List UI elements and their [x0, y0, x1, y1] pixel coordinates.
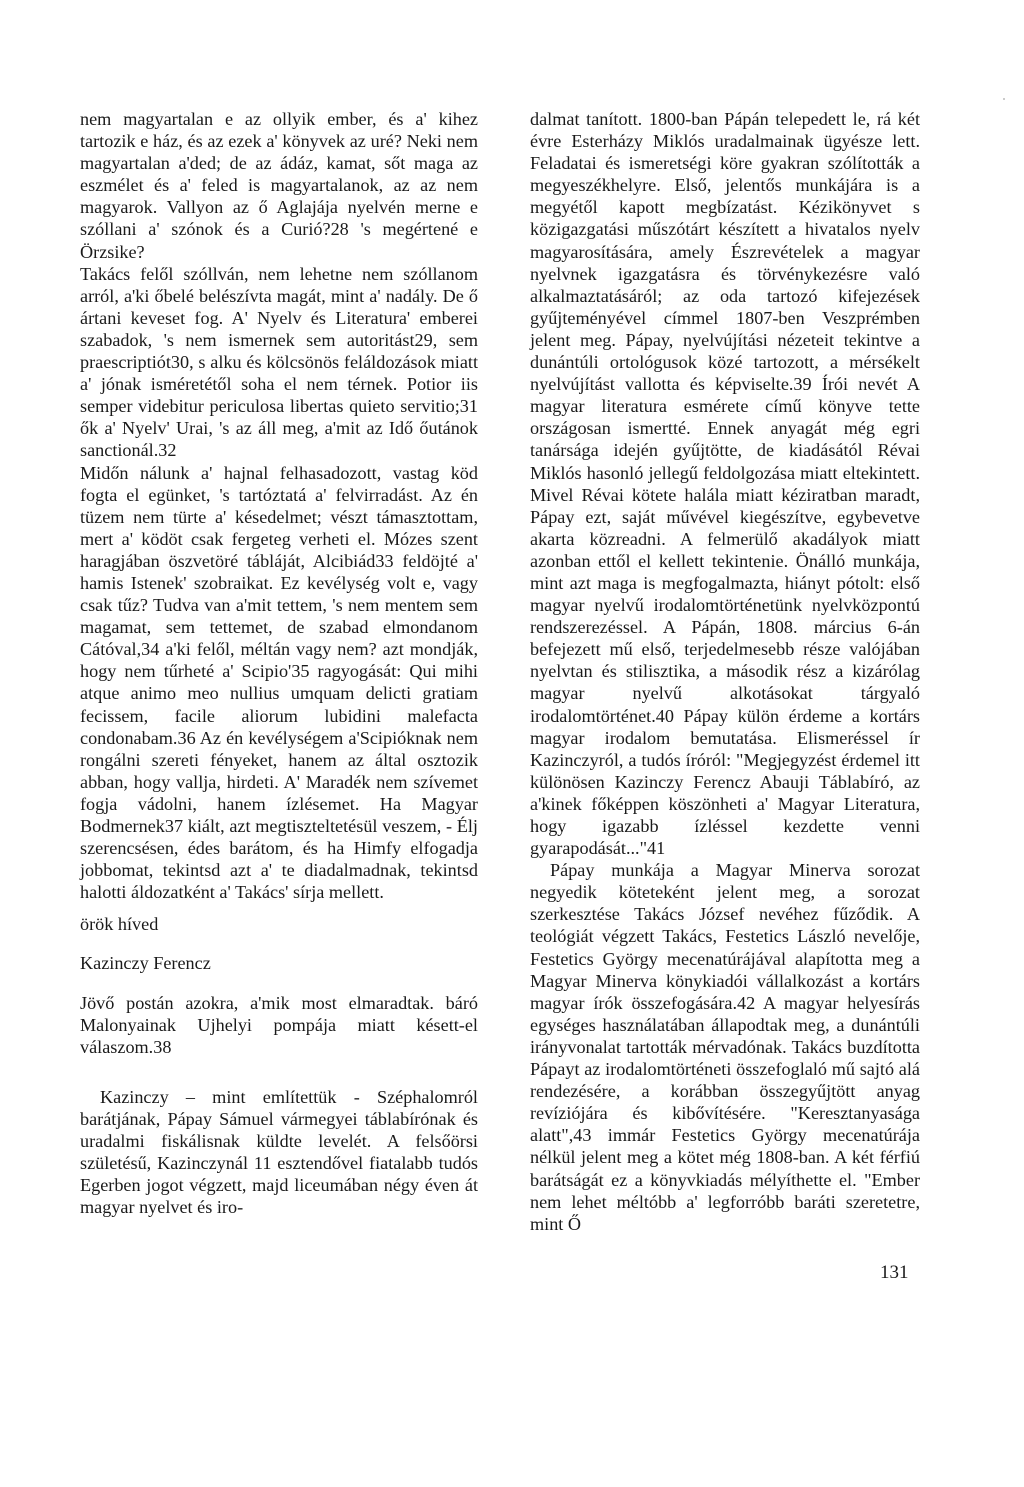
paragraph: Kazinczy – mint említettük - Széphalomról barátjának, Pápay Sámuel vármegyei táblabírónak és uradalmi fiskálisnak küldte levelét. A felsőörsi születésű, Kazinczynál 11 esztendővel fiatalabb tudós Egerben jogot végzett, majd liceumában négy éven át magyar nyelvet és iro-	[80, 1086, 478, 1218]
paragraph: dalmat tanított. 1800-ban Pápán telepedett le, rá két évre Esterházy Miklós uradalmainak ügyésze lett. Feladatai és ismeretségi köre gyakran szólították a megyeszékhelyre. Első, jelentős munkájára is a megyétől kapott megbízatást. Kézikönyvet s közigazgatási műszótárt készített a hivatalos nyelv magyarosítására, amely Észrevételek a magyar nyelvnek igazgatásra és törvénykezésre való alkalmaztatásáról; az oda tartozó kifejezések gyűjteményével címmel 1807-ben Veszprémben jelent meg. Pápay, nyelvújítási nézeteit tekintve a dunántúli ortológusok közé tartozott, a mérsékelt nyelvújítást vallotta és képviselte.39 Írói nevét A magyar literatura esmérete című könyve tette országosan ismertté. Ennek anyagát még egri tanársága idején gyűjtötte, de kiadásától Révai Miklós hasonló jellegű feldolgozása miatt eltekintett. Mivel Révai kötete halála miatt kéziratban maradt, Pápay ezt, saját művével kiegészítve, egybevetve akarta közreadni. A felmerülő akadályok miatt azonban ettől el kellett tekintenie. Önálló munkája, mint azt maga is megfogalmazta, hiányt pótolt: első magyar nyelvű irodalomtörténetünk nyelvközpontú rendszerezéssel. A Pápán, 1808. március 6-án befejezett mű első, terjedelmesebb része valójában nyelvtan és stilisztika, a második rész a kizárólag magyar nyelvű alkotásokat tárgyaló irodalomtörténet.40 Pápay külön érdeme a kortárs magyar irodalom bemutatása. Elismeréssel ír Kazinczyról, a tudós íróról: "Megjegyzést érdemel itt különösen Kazinczy Ferencz Abauji Táblabíró, az a'kinek főképpen köszönheti a' Magyar Literatura, hogy igazabb ízléssel kezdette venni gyarapodását..."41	[530, 109, 920, 859]
paragraph: Pápay munkája a Magyar Minerva sorozat negyedik köteteként jelent meg, a sorozat szerkesztése Takács József nevéhez fűződik. A teológiát végzett Takács, Festetics László nevelője, Festetics György mecenatúrájával alapította meg a Magyar Minerva könykiadói vállalkozást a kortárs magyar írók összefogására.42 A magyar helyesírás egységes használatában állapodtak meg, a dunántúli irányvonalat tartották mérvadónak. Takács buzdította Pápayt az irodalomtörténeti összefoglaló mű sajtó alá rendezésére, a korábban összegyűjtött anyag revíziójára és kibővítésére. "Keresztanyasága alatt",43 immár Festetics György mecenatúrája nélkül jelent meg a kötet még 1808-ban. A két férfiú barátságát ez a könyvkiadás mélyíthette el. "Ember nem lehet méltóbb a' legforróbb baráti szeretetre, mint Ő	[530, 860, 920, 1234]
right-column	[530, 108, 920, 1235]
scan-speck	[1003, 98, 1005, 100]
closing-salutation: örök híved	[80, 914, 159, 935]
signature-name: Kazinczy Ferencz	[80, 953, 211, 974]
paragraph: nem magyartalan e az ollyik ember, és a' kihez tartozik e ház, és az ezek a' könyvek az uré? Neki nem magyartalan a'ded; de az ádáz, kamat, sőt maga az eszmélet és a' feled is magyartalanok, az az nem magyarok. Vallyon az ő Aglajája nyelvén merne e szóllani a' szónok és a Curió?28 's megértené e Örzsike?	[80, 109, 478, 262]
page-number: 131	[880, 1262, 909, 1283]
postscript: Jövő postán azokra, a'mik most elmaradtak. báró Malonyainak Ujhelyi pompája miatt késett-el válaszom.38	[80, 992, 478, 1057]
paragraph: Midőn nálunk a' hajnal felhasadozott, vastag köd fogta el egünket, 's tartóztatá a' felvirradást. Az én tüzem nem türte a' késedelmet; vészt támasztottam, mert a' ködöt csak fergeteg verheti el. Mózes szent haragjában öszvetöré tábláját, Alcibiád33 feldöjté a' hamis Istenek' szobraikat. Ez kevélység volt e, vagy csak tűz? Tudva van a'mit tettem, 's nem mentem sem magamat, sem tettemet, de szabad elmondanom Cátóval,34 a'ki felől, méltán vagy nem? azt mondják, hogy nem tűrheté a' Scipio'35 ragyogását: Qui mihi atque animo meo nullius umquam delicti gratiam fecissem, facile aliorum lubidini malefacta condonabam.36 Az én kevélységem a'Scipióknak nem rongálni szereti fényeket, hanem az által osztozik abban, hogy vallja, hirdeti. A' Maradék nem szívemet fogja vádolni, hanem ízlésemet. Ha Magyar Bodmernek37 kiált, azt megtiszteltetésül veszem, - Élj szerencsésen, édes barátom, és ha Himfy elfogadja jobbomat, tekintsd azt a' te diadalmadnak, tekintsd halotti áldozatként a' Takács' sírja mellett.	[80, 462, 478, 903]
left-column	[80, 108, 478, 1218]
paragraph: Takács felől szóllván, nem lehetne nem szóllanom arról, a'ki őbelé belészívta magát, mint a' nadály. De ő ártani keveset fog. A' Nyelv és Literatura' emberei szabadok, 's nem ismernek sem autoritást29, sem praescriptiót30, s alku és kölcsönös feláldozások miatt a' jónak isméretétől soha el nem térnek. Potior iis semper videbitur periculosa libertas quieto servitio;31 ők a' Nyelv' Urai, 's az áll meg, a'mit az Idő őutánok sanctionál.32	[80, 263, 478, 461]
